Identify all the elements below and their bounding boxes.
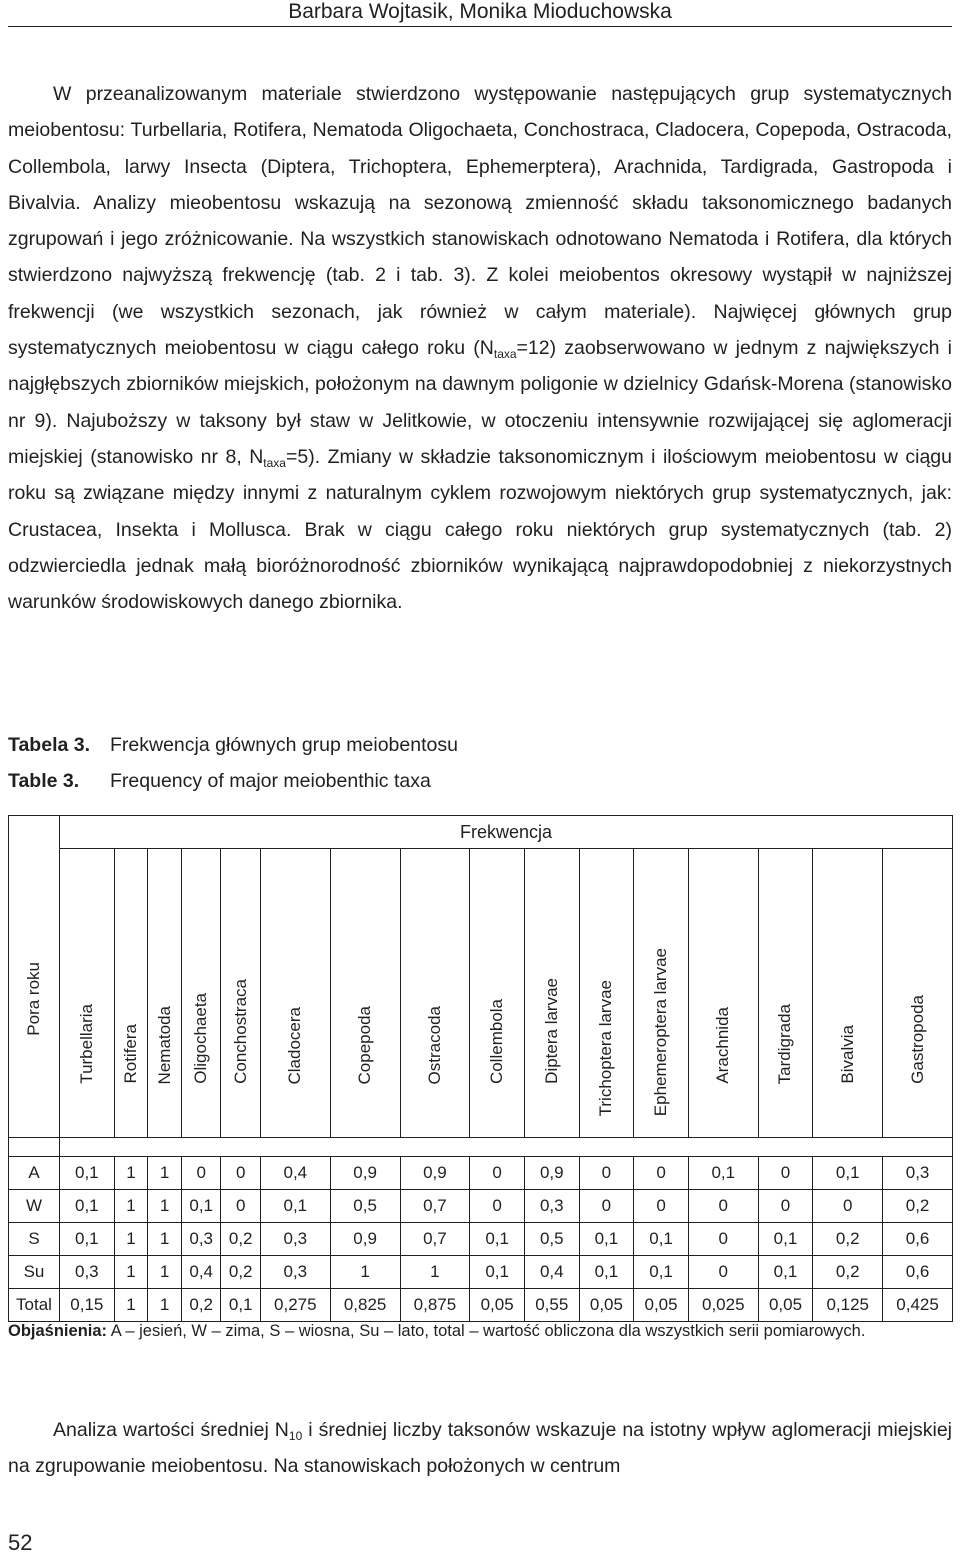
para1-part2: =12) zaobserwowano w jednym z największych i najgłębszych zbiorników miejskich, położonym na dawnym poligonie w dzielnicy Gdańsk-Morena (stanowisko nr 9). Najuboższy w taksony był staw w Jelitkowie, w otoczeniu intensywnie rozwijającej się aglomeracji miejskiej (stanowisko nr 8, N	[8, 337, 952, 468]
value-cell: 0,05	[579, 1289, 634, 1322]
table-caption-pl	[8, 728, 458, 762]
col-header-diptera-larvae: Diptera larvae	[524, 849, 579, 1138]
value-cell: 0	[181, 1157, 220, 1190]
value-cell: 0,3	[883, 1157, 953, 1190]
value-cell: 1	[148, 1157, 182, 1190]
value-cell: 0	[470, 1190, 525, 1223]
value-cell: 1	[114, 1223, 148, 1256]
value-cell: 0,05	[470, 1289, 525, 1322]
value-cell: 0	[221, 1157, 260, 1190]
value-cell: 0,1	[634, 1256, 689, 1289]
value-cell: 0,1	[470, 1223, 525, 1256]
value-cell: 0,9	[400, 1157, 470, 1190]
value-cell: 0,1	[634, 1223, 689, 1256]
value-cell: 0	[688, 1190, 758, 1223]
value-cell: 0,7	[400, 1190, 470, 1223]
value-cell: 1	[148, 1223, 182, 1256]
value-cell: 1	[114, 1289, 148, 1322]
value-cell: 0,125	[813, 1289, 883, 1322]
table-caption-en	[8, 764, 431, 798]
col-header-cladocera: Cladocera	[260, 849, 330, 1138]
caption-pl-text: Frekwencja głównych grup meiobentosu	[110, 734, 458, 756]
value-cell: 0,3	[260, 1223, 330, 1256]
col-header-copepoda: Copepoda	[330, 849, 400, 1138]
col-header-gastropoda: Gastropoda	[883, 849, 953, 1138]
col-header-ostracoda: Ostracoda	[400, 849, 470, 1138]
table-row	[9, 1223, 953, 1256]
value-cell: 0,9	[524, 1157, 579, 1190]
running-header	[0, 0, 960, 24]
table-gap-row	[9, 1138, 953, 1157]
value-cell: 0,2	[813, 1223, 883, 1256]
value-cell: 0,1	[181, 1190, 220, 1223]
value-cell: 1	[330, 1256, 400, 1289]
value-cell: 1	[114, 1190, 148, 1223]
table-explanation	[8, 1320, 952, 1342]
para2-sub: 10	[288, 1429, 303, 1443]
frequency-table	[8, 815, 953, 1322]
table-row	[9, 1190, 953, 1223]
value-cell: 0	[758, 1157, 813, 1190]
value-cell: 0	[221, 1190, 260, 1223]
table-row	[9, 1289, 953, 1322]
value-cell: 0,6	[883, 1256, 953, 1289]
value-cell: 0,9	[330, 1223, 400, 1256]
value-cell: 1	[114, 1157, 148, 1190]
value-cell: 0,4	[181, 1256, 220, 1289]
note-label: Objaśnienia:	[8, 1322, 108, 1340]
paragraph-2	[8, 1412, 952, 1485]
col-header-tardigrada: Tardigrada	[758, 849, 813, 1138]
value-cell: 0,6	[883, 1223, 953, 1256]
value-cell: 0	[470, 1157, 525, 1190]
value-cell: 0,15	[60, 1289, 115, 1322]
col-header-nematoda: Nematoda	[148, 849, 182, 1138]
value-cell: 1	[148, 1256, 182, 1289]
col-header-ephemeroptera-larvae: Ephemeroptera larvae	[634, 849, 689, 1138]
value-cell: 0,1	[60, 1157, 115, 1190]
season-cell: Su	[9, 1256, 60, 1289]
value-cell: 0	[758, 1190, 813, 1223]
value-cell: 0,3	[60, 1256, 115, 1289]
value-cell: 0	[634, 1157, 689, 1190]
caption-en-label: Table 3.	[8, 770, 80, 792]
value-cell: 0,275	[260, 1289, 330, 1322]
value-cell: 0,55	[524, 1289, 579, 1322]
value-cell: 0,1	[758, 1256, 813, 1289]
note-text: A – jesień, W – zima, S – wiosna, Su – lato, total – wartość obliczona dla wszystkich serii pomiarowych.	[107, 1322, 866, 1340]
value-cell: 0,3	[524, 1190, 579, 1223]
value-cell: 0,2	[883, 1190, 953, 1223]
value-cell: 1	[114, 1256, 148, 1289]
paragraph-1	[8, 76, 952, 620]
col-header-oligochaeta: Oligochaeta	[181, 849, 220, 1138]
caption-en-text: Frequency of major meiobenthic taxa	[110, 770, 431, 792]
value-cell: 0	[579, 1190, 634, 1223]
value-cell: 0,1	[688, 1157, 758, 1190]
table-row	[9, 1256, 953, 1289]
header-rule	[8, 26, 952, 27]
value-cell: 0,5	[330, 1190, 400, 1223]
para1-part1: W przeanalizowanym materiale stwierdzono występowanie następujących grup systematycznych meiobentosu: Turbellaria, Rotifera, Nematoda Oligochaeta, Conchostraca, Cladocera, Copepoda, Ostracoda, Collembola, larwy Insecta (Diptera, Trichoptera, Ephemerptera), Arachnida, Tardigrada, Gastropoda i Bivalvia. Analizy mieobentosu wskazują na sezonową zmienność składu taksonomicznego badanych zgrupowań i jego zróżnicowanie. Na wszystkich stanowiskach odnotowano Nematoda i Rotifera, dla których stwierdzono najwyższą frekwencję (tab. 2 i tab. 3). Z kolei meiobentos okresowy wystąpił w najniższej frekwencji (we wszystkich sezonach, jak również w całym materiale). Najwięcej głównych grup systematycznych meiobentosu w ciągu całego roku (N	[8, 83, 952, 360]
col-header-turbellaria: Turbellaria	[60, 849, 115, 1138]
col-header-trichoptera-larvae: Trichoptera larvae	[579, 849, 634, 1138]
value-cell: 0,825	[330, 1289, 400, 1322]
value-cell: 0,5	[524, 1223, 579, 1256]
col-header-rotifera: Rotifera	[114, 849, 148, 1138]
page-number: 52	[8, 1530, 33, 1555]
col-header-bivalvia: Bivalvia	[813, 849, 883, 1138]
value-cell: 0	[688, 1223, 758, 1256]
col-header-collembola: Collembola	[470, 849, 525, 1138]
col-header-season: Pora roku	[9, 816, 60, 1138]
value-cell: 0,1	[813, 1157, 883, 1190]
value-cell: 0,025	[688, 1289, 758, 1322]
value-cell: 0,1	[470, 1256, 525, 1289]
column-header-row	[9, 849, 953, 1138]
header-authors: Barbara Wojtasik, Monika Mioduchowska	[288, 0, 672, 23]
para1-part3: =5). Zmiany w składzie taksonomicznym i ilościowym meiobentosu w ciągu roku są związane między innymi z naturalnym cyklem rozwojowym niektórych grup systematycznych, jak: Crustacea, Insekta i Mollusca. Brak w ciągu całego roku niektórych grup systematycznych (tab. 2) odzwierciedla jednak małą bioróżnorodność zbiorników wynikającą najprawdopodobniej z niekorzystnych warunków środowiskowych danego zbiornika.	[8, 445, 952, 614]
value-cell: 0,2	[221, 1256, 260, 1289]
value-cell: 0,7	[400, 1223, 470, 1256]
value-cell: 0,1	[60, 1223, 115, 1256]
value-cell: 0,2	[221, 1223, 260, 1256]
table-row	[9, 1157, 953, 1190]
value-cell: 0,9	[330, 1157, 400, 1190]
value-cell: 0,05	[634, 1289, 689, 1322]
value-cell: 0,05	[758, 1289, 813, 1322]
value-cell: 0,875	[400, 1289, 470, 1322]
value-cell: 1	[400, 1256, 470, 1289]
super-header-frekwencja: Frekwencja	[60, 816, 953, 849]
value-cell: 1	[148, 1190, 182, 1223]
value-cell: 0	[634, 1190, 689, 1223]
para2-part2: i średniej liczby taksonów wskazuje na istotny wpływ aglomeracji miejskiej na zgrupowanie meiobentosu. Na stanowiskach położonych w centrum	[8, 1419, 952, 1478]
value-cell: 0,3	[181, 1223, 220, 1256]
season-cell: S	[9, 1223, 60, 1256]
season-cell: A	[9, 1157, 60, 1190]
para1-sub1: taxa	[493, 347, 517, 362]
col-header-conchostraca: Conchostraca	[221, 849, 260, 1138]
value-cell: 0,2	[181, 1289, 220, 1322]
value-cell: 0	[579, 1157, 634, 1190]
value-cell: 0,4	[260, 1157, 330, 1190]
col-header-arachnida: Arachnida	[688, 849, 758, 1138]
caption-pl-label: Tabela 3.	[8, 734, 91, 756]
value-cell: 0,1	[579, 1223, 634, 1256]
value-cell: 0,4	[524, 1256, 579, 1289]
season-cell: W	[9, 1190, 60, 1223]
value-cell: 0,425	[883, 1289, 953, 1322]
value-cell: 0,1	[221, 1289, 260, 1322]
table-body	[9, 1138, 953, 1322]
value-cell: 0,2	[813, 1256, 883, 1289]
value-cell: 1	[148, 1289, 182, 1322]
value-cell: 0,1	[579, 1256, 634, 1289]
value-cell: 0,1	[758, 1223, 813, 1256]
para2-part1: Analiza wartości średniej N	[53, 1419, 289, 1441]
value-cell: 0,1	[260, 1190, 330, 1223]
value-cell: 0,1	[60, 1190, 115, 1223]
value-cell: 0,3	[260, 1256, 330, 1289]
value-cell: 0	[813, 1190, 883, 1223]
season-cell: Total	[9, 1289, 60, 1322]
value-cell: 0	[688, 1256, 758, 1289]
para1-sub2: taxa	[263, 455, 286, 470]
